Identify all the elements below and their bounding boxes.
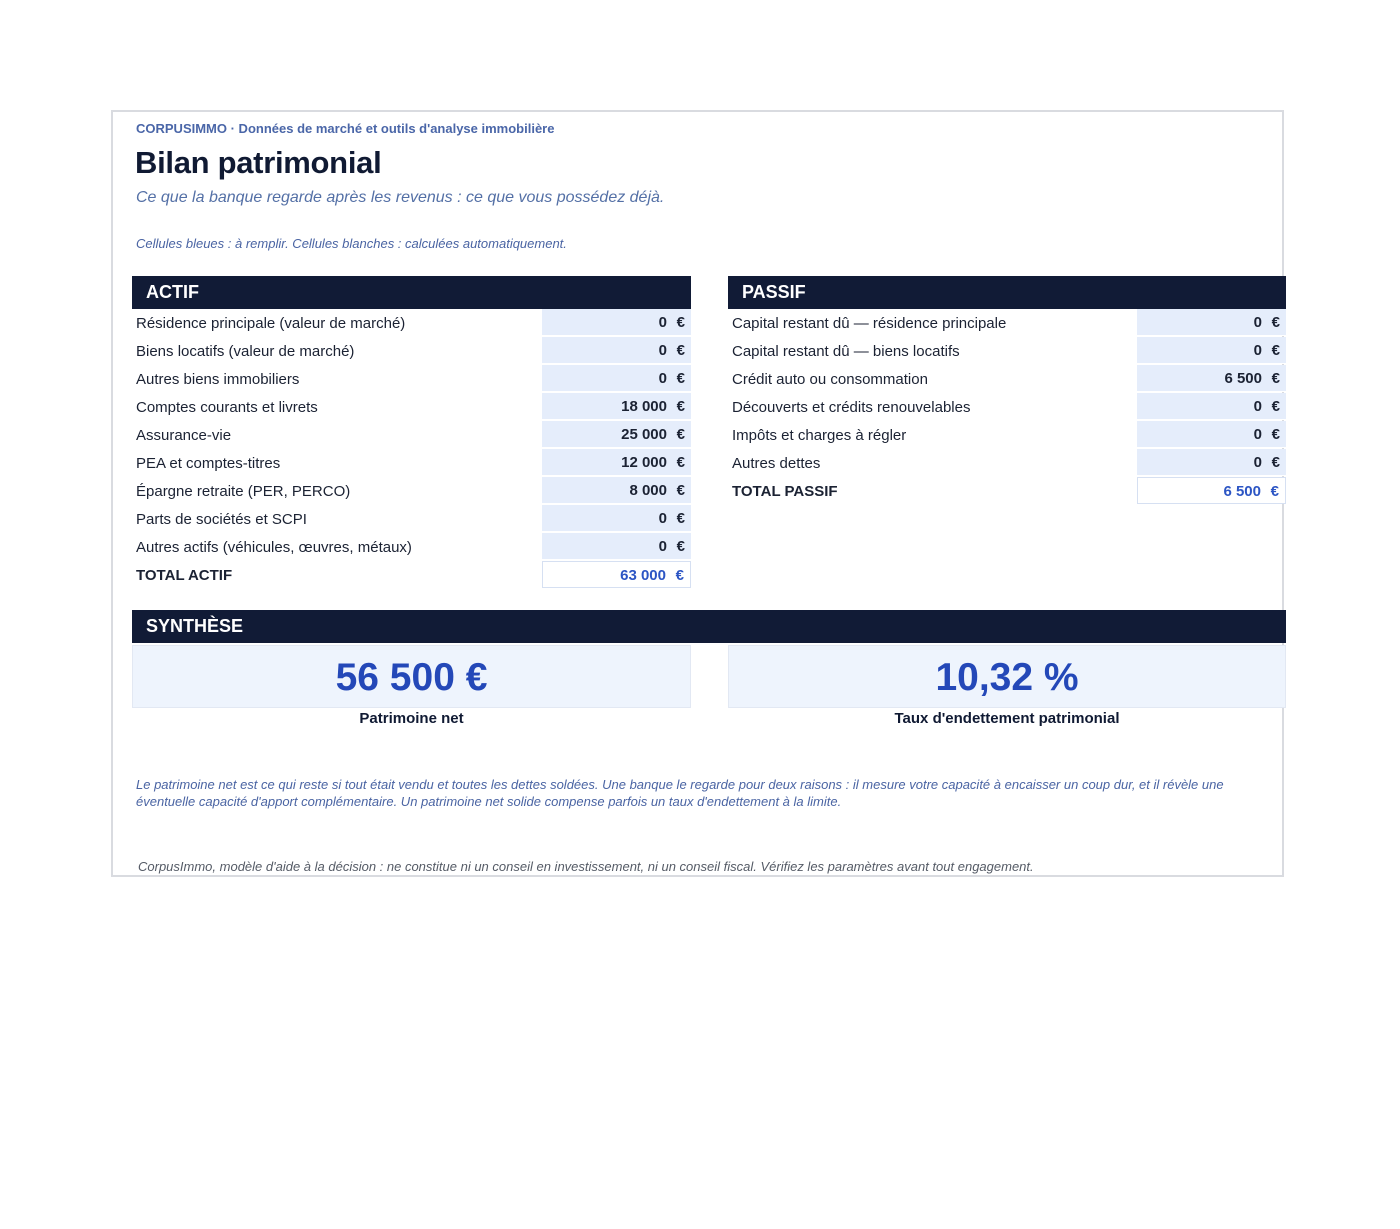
actif-total-label: TOTAL ACTIF (136, 567, 233, 584)
actif-total-row (132, 561, 691, 589)
actif-row-label: Assurance-vie (136, 427, 232, 444)
brand-line: CORPUSIMMO · Données de marché et outils d'analyse immobilière (136, 121, 555, 136)
disclaimer: CorpusImmo, modèle d'aide à la décision : ne constitue ni un conseil en investissement, ni un conseil fiscal. Vérifiez les paramètres avant tout engagement. (138, 859, 1034, 874)
actif-value-cell[interactable] (542, 337, 691, 364)
debt-ratio-cell[interactable] (728, 645, 1286, 708)
actif-value-cell[interactable] (542, 309, 691, 336)
currency-symbol: € (676, 398, 685, 415)
passif-row-label: Capital restant dû — résidence principale (732, 315, 1007, 332)
debt-ratio-caption: Taux d'endettement patrimonial (894, 710, 1120, 727)
actif-value: 0 (658, 510, 667, 527)
actif-row-label: Parts de sociétés et SCPI (136, 511, 307, 528)
passif-value-cell[interactable] (1137, 421, 1286, 448)
currency-symbol: € (1271, 454, 1280, 471)
actif-value: 0 (658, 342, 667, 359)
net-worth-value: 56 500 € (335, 656, 488, 699)
passif-row-label: Découverts et crédits renouvelables (732, 399, 971, 416)
passif-section (728, 276, 1286, 505)
actif-row (132, 337, 691, 365)
passif-total-label: TOTAL PASSIF (732, 483, 838, 500)
passif-total-value: 6 500 (1223, 483, 1261, 500)
synthese-header: SYNTHÈSE (132, 610, 1286, 643)
currency-symbol: € (676, 482, 685, 499)
currency-symbol: € (1271, 314, 1280, 331)
actif-row (132, 477, 691, 505)
actif-value-cell[interactable] (542, 477, 691, 504)
actif-row-label: Autres biens immobiliers (136, 371, 300, 388)
actif-value: 18 000 (621, 398, 667, 415)
net-worth-cell[interactable] (132, 645, 691, 708)
passif-value: 0 (1253, 454, 1262, 471)
passif-value-cell[interactable] (1137, 449, 1286, 476)
currency-symbol: € (676, 538, 685, 555)
actif-value: 8 000 (629, 482, 667, 499)
passif-row (728, 365, 1286, 393)
currency-symbol: € (676, 426, 685, 443)
actif-value-cell[interactable] (542, 533, 691, 560)
actif-row-label: Biens locatifs (valeur de marché) (136, 343, 355, 360)
passif-row (728, 309, 1286, 337)
debt-ratio-value: 10,32 % (935, 656, 1079, 699)
passif-header: PASSIF (728, 276, 1286, 309)
passif-row (728, 421, 1286, 449)
actif-row (132, 393, 691, 421)
page-title: Bilan patrimonial (135, 145, 382, 180)
passif-value-cell[interactable] (1137, 393, 1286, 420)
actif-row (132, 365, 691, 393)
currency-symbol: € (676, 454, 685, 471)
actif-value: 0 (658, 370, 667, 387)
passif-value-cell[interactable] (1137, 365, 1286, 392)
actif-rows (132, 309, 691, 589)
currency-symbol: € (1271, 342, 1280, 359)
actif-value: 12 000 (621, 454, 667, 471)
passif-row-label: Capital restant dû — biens locatifs (732, 343, 960, 360)
actif-value: 0 (658, 538, 667, 555)
currency-symbol: € (676, 510, 685, 527)
synthese-section (132, 610, 1286, 643)
passif-row-label: Impôts et charges à régler (732, 427, 907, 444)
explanation-note: Le patrimoine net est ce qui reste si tout était vendu et toutes les dettes soldées. Une banque le regarde pour deux raisons : il mesure votre capacité à encaisser un coup dur, et il révèle une éventuelle capacité d'apport complémentaire. Un patrimoine net solide compense parfois un taux d'endettement à la limite. (136, 777, 1224, 809)
currency-symbol: € (1271, 370, 1280, 387)
actif-total-value-cell[interactable] (542, 561, 691, 588)
net-worth-caption: Patrimoine net (359, 710, 464, 727)
passif-value: 6 500 (1224, 370, 1262, 387)
actif-value-cell[interactable] (542, 393, 691, 420)
actif-row-label: Comptes courants et livrets (136, 399, 318, 416)
passif-value: 0 (1253, 314, 1262, 331)
actif-header: ACTIF (132, 276, 691, 309)
actif-row-label: PEA et comptes-titres (136, 455, 281, 472)
actif-value-cell[interactable] (542, 421, 691, 448)
currency-symbol: € (675, 567, 684, 584)
passif-total-row (728, 477, 1286, 505)
passif-row (728, 449, 1286, 477)
actif-value-cell[interactable] (542, 449, 691, 476)
actif-row-label: Épargne retraite (PER, PERCO) (136, 483, 351, 500)
actif-section (132, 276, 691, 589)
passif-value: 0 (1253, 342, 1262, 359)
actif-value: 25 000 (621, 426, 667, 443)
actif-row (132, 421, 691, 449)
passif-value: 0 (1253, 398, 1262, 415)
actif-value-cell[interactable] (542, 505, 691, 532)
actif-total-value: 63 000 (620, 567, 666, 584)
actif-row (132, 505, 691, 533)
actif-row-label: Autres actifs (véhicules, œuvres, métaux) (136, 539, 412, 556)
passif-value: 0 (1253, 426, 1262, 443)
actif-row (132, 449, 691, 477)
passif-rows (728, 309, 1286, 505)
actif-value-cell[interactable] (542, 365, 691, 392)
cell-legend-note: Cellules bleues : à remplir. Cellules blanches : calculées automatiquement. (136, 236, 567, 251)
actif-row (132, 309, 691, 337)
currency-symbol: € (1271, 426, 1280, 443)
passif-total-value-cell[interactable] (1137, 477, 1286, 504)
currency-symbol: € (676, 314, 685, 331)
currency-symbol: € (676, 342, 685, 359)
actif-row-label: Résidence principale (valeur de marché) (136, 315, 406, 332)
passif-value-cell[interactable] (1137, 337, 1286, 364)
currency-symbol: € (1270, 483, 1279, 500)
actif-row (132, 533, 691, 561)
page-subtitle: Ce que la banque regarde après les revenus : ce que vous possédez déjà. (136, 189, 665, 206)
actif-value: 0 (658, 314, 667, 331)
passif-row (728, 337, 1286, 365)
passif-value-cell[interactable] (1137, 309, 1286, 336)
passif-row-label: Autres dettes (732, 455, 821, 472)
currency-symbol: € (676, 370, 685, 387)
currency-symbol: € (1271, 398, 1280, 415)
spreadsheet-sheet (111, 110, 1284, 877)
passif-row (728, 393, 1286, 421)
passif-row-label: Crédit auto ou consommation (732, 371, 928, 388)
